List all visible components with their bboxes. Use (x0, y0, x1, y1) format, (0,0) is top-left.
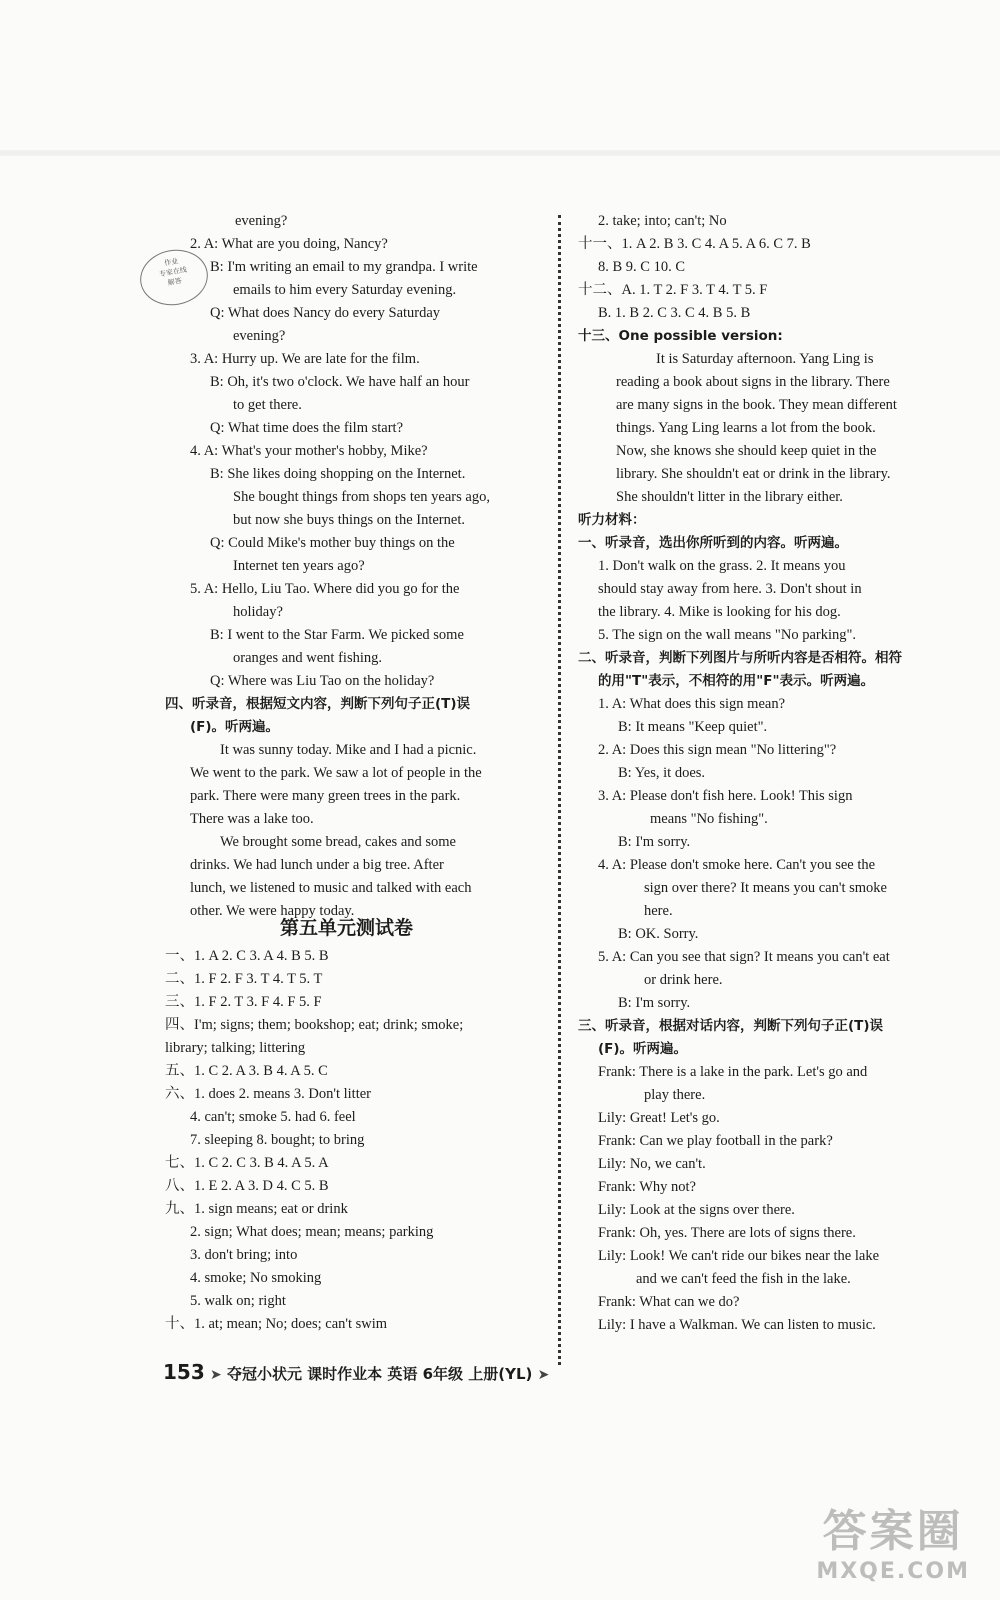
text-line: B: It means "Keep quiet". (618, 719, 768, 735)
text-line: oranges and went fishing. (233, 650, 382, 666)
text-line: There was a lake too. (190, 811, 314, 827)
text-line: 五、1. C 2. A 3. B 4. A 5. C (165, 1063, 328, 1079)
text-line: 三、听录音，根据对话内容，判断下列句子正(T)误 (578, 1018, 884, 1034)
watermark: 答案圈 MXQE.COM (816, 1506, 970, 1584)
text-line: Frank: Oh, yes. There are lots of signs there. (598, 1225, 856, 1241)
text-line: evening? (233, 328, 286, 344)
text-line: sign over there? It means you can't smoke (644, 880, 887, 896)
text-line: 5. walk on; right (190, 1293, 286, 1309)
text-line: 十一、1. A 2. B 3. C 4. A 5. A 6. C 7. B (578, 236, 811, 252)
text-line: Lily: Great! Let's go. (598, 1110, 720, 1126)
text-line: B: I'm writing an email to my grandpa. I write (210, 259, 478, 275)
text-line: play there. (644, 1087, 706, 1103)
text-line: Lily: I have a Walkman. We can listen to music. (598, 1317, 876, 1333)
text-line: Q: Where was Liu Tao on the holiday? (210, 673, 435, 689)
text-line: here. (644, 903, 673, 919)
text-line: 5. A: Can you see that sign? It means you can't eat (598, 949, 890, 965)
text-line: other. We were happy today. (190, 903, 355, 919)
text-line: 二、1. F 2. F 3. T 4. T 5. T (165, 971, 323, 987)
text-line: 3. A: Please don't fish here. Look! This sign (598, 788, 853, 804)
text-line: means "No fishing". (650, 811, 768, 827)
scan-artifact (0, 150, 1000, 156)
text-line: 4. can't; smoke 5. had 6. feel (190, 1109, 356, 1125)
text-line: 的用"T"表示，不相符的用"F"表示。听两遍。 (598, 673, 875, 689)
text-line: B. 1. B 2. C 3. C 4. B 5. B (598, 305, 751, 321)
text-line: 2. A: Does this sign mean "No littering"? (598, 742, 837, 758)
text-line: Internet ten years ago? (233, 558, 365, 574)
text-line: things. Yang Ling learns a lot from the book. (616, 420, 876, 436)
text-line: to get there. (233, 397, 302, 413)
text-line: 十、1. at; mean; No; does; can't swim (165, 1316, 388, 1332)
text-line: 7. sleeping 8. bought; to bring (190, 1132, 365, 1148)
text-line: and we can't feed the fish in the lake. (636, 1271, 851, 1287)
column-divider (558, 215, 561, 1365)
text-line: reading a book about signs in the library. There (616, 374, 890, 390)
text-line: 1. A: What does this sign mean? (598, 696, 785, 712)
text-line: 2. take; into; can't; No (598, 213, 727, 229)
text-line: B: I'm sorry. (618, 995, 691, 1011)
text-line: drinks. We had lunch under a big tree. After (190, 857, 444, 873)
text-line: emails to him every Saturday evening. (233, 282, 457, 298)
page-footer (163, 1360, 549, 1384)
text-line: B: I went to the Star Farm. We picked some (210, 627, 464, 643)
homework-stamp: 作业 专家在线 解答 (136, 245, 213, 311)
text-line: 听力材料： (578, 512, 646, 528)
text-line: 3. don't bring; into (190, 1247, 298, 1263)
text-line: B: OK. Sorry. (618, 926, 699, 942)
book-title: 夺冠小状元 课时作业本 英语 6年级 上册(YL) (226, 1365, 533, 1383)
text-line: B: I'm sorry. (618, 834, 691, 850)
text-line: 六、1. does 2. means 3. Don't litter (165, 1086, 371, 1102)
text-line: B: She likes doing shopping on the Internet. (210, 466, 466, 482)
text-line: 2. sign; What does; mean; means; parking (190, 1224, 434, 1240)
section-title: 第五单元测试卷 (280, 917, 414, 939)
text-line: Frank: There is a lake in the park. Let's go and (598, 1064, 868, 1080)
text-line: 八、1. E 2. A 3. D 4. C 5. B (165, 1178, 329, 1194)
text-line: We went to the park. We saw a lot of people in the (190, 765, 482, 781)
text-line: She shouldn't litter in the library either. (616, 489, 843, 505)
text-line: library; talking; littering (165, 1040, 306, 1056)
text-line: 1. Don't walk on the grass. 2. It means you (598, 558, 846, 574)
text-line: Q: What does Nancy do every Saturday (210, 305, 441, 321)
text-line: holiday? (233, 604, 283, 620)
text-line: She bought things from shops ten years ago, (233, 489, 490, 505)
text-line: Lily: Look! We can't ride our bikes near the lake (598, 1248, 880, 1264)
page-number: 153 (163, 1360, 205, 1384)
text-line: should stay away from here. 3. Don't shout in (598, 581, 862, 597)
text-line: 8. B 9. C 10. C (598, 259, 686, 275)
text-line: (F)。听两遍。 (598, 1041, 688, 1057)
text-line: Now, she knows she should keep quiet in the (616, 443, 877, 459)
text-line: 一、听录音，选出你所听到的内容。听两遍。 (578, 535, 848, 551)
text-line: 九、1. sign means; eat or drink (165, 1201, 348, 1217)
text-line: 4. A: What's your mother's hobby, Mike? (190, 443, 428, 459)
text-line: evening? (235, 213, 288, 229)
text-line: 七、1. C 2. C 3. B 4. A 5. A (165, 1155, 329, 1171)
text-line: 二、听录音，判断下列图片与所听内容是否相符。相符 (578, 650, 902, 666)
text-line: the library. 4. Mike is looking for his dog. (598, 604, 841, 620)
text-line: Q: Could Mike's mother buy things on the (210, 535, 455, 551)
text-line: 四、I'm; signs; them; bookshop; eat; drink; smoke; (165, 1017, 464, 1033)
text-line: library. She shouldn't eat or drink in the library. (616, 466, 891, 482)
text-line: 四、听录音，根据短文内容，判断下列句子正(T)误 (165, 696, 471, 712)
text-line: 三、1. F 2. T 3. F 4. F 5. F (165, 994, 322, 1010)
text-line: but now she buys things on the Internet. (233, 512, 465, 528)
text-line: 十二、A. 1. T 2. F 3. T 4. T 5. F (578, 282, 768, 298)
text-line: 4. smoke; No smoking (190, 1270, 322, 1286)
text-line: or drink here. (644, 972, 723, 988)
text-line: Lily: Look at the signs over there. (598, 1202, 795, 1218)
text-line: 3. A: Hurry up. We are late for the film. (190, 351, 420, 367)
text-line: lunch, we listened to music and talked with each (190, 880, 472, 896)
text-line: Frank: What can we do? (598, 1294, 740, 1310)
text-line: are many signs in the book. They mean different (616, 397, 897, 413)
text-line: It was sunny today. Mike and I had a picnic. (220, 742, 477, 758)
text-line: 2. A: What are you doing, Nancy? (190, 236, 388, 252)
text-line: 4. A: Please don't smoke here. Can't you see the (598, 857, 876, 873)
text-line: (F)。听两遍。 (190, 719, 280, 735)
text-line: B: Oh, it's two o'clock. We have half an hour (210, 374, 470, 390)
text-line: 十三、One possible version: (578, 328, 783, 344)
text-line: 一、1. A 2. C 3. A 4. B 5. B (165, 948, 329, 964)
text-line: We brought some bread, cakes and some (220, 834, 456, 850)
text-line: park. There were many green trees in the park. (190, 788, 461, 804)
arrow-icon: ➤ (209, 1367, 222, 1383)
text-line: Q: What time does the film start? (210, 420, 404, 436)
text-line: Frank: Why not? (598, 1179, 696, 1195)
arrow-icon: ➤ (537, 1367, 550, 1383)
text-line: Frank: Can we play football in the park? (598, 1133, 833, 1149)
text-line: Lily: No, we can't. (598, 1156, 706, 1172)
text-line: 5. A: Hello, Liu Tao. Where did you go for the (190, 581, 460, 597)
text-line: It is Saturday afternoon. Yang Ling is (656, 351, 874, 367)
text-line: 5. The sign on the wall means "No parking". (598, 627, 857, 643)
text-line: B: Yes, it does. (618, 765, 706, 781)
